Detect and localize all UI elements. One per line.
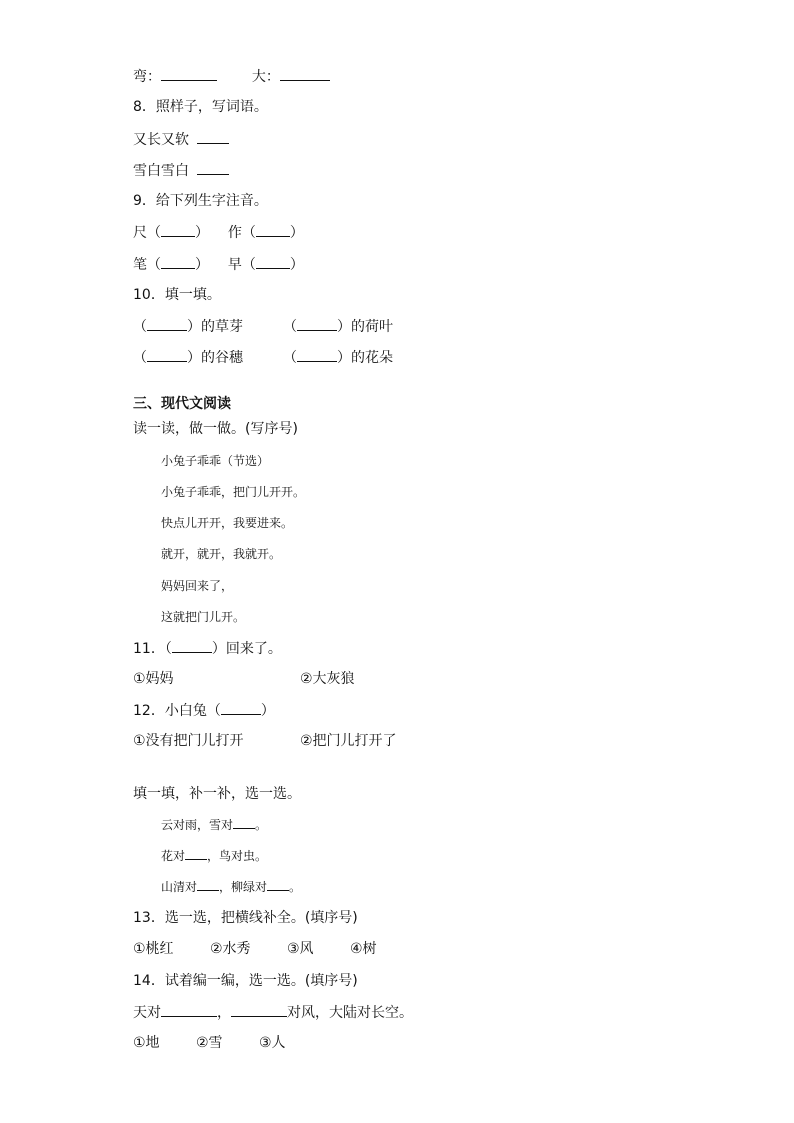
couplet-3-text-c: 。 xyxy=(289,880,302,894)
q9-zuo-label: 作（ xyxy=(227,225,256,241)
q9-row-2 xyxy=(133,254,304,275)
q10-item-1-text: ）的草芽 xyxy=(187,319,243,335)
q14-text-a: 天对 xyxy=(133,1005,161,1021)
poem-line: 小兔子乖乖，把门儿开开。 xyxy=(161,485,306,499)
q12-option-2[interactable]: ②把门儿打开了 xyxy=(300,733,397,749)
q13-option-2[interactable]: ②水秀 xyxy=(210,941,251,957)
q13-option-4[interactable]: ④树 xyxy=(350,941,377,957)
q9-bi-close: ） xyxy=(195,257,209,273)
couplet-1-text-a: 云对雨，雪对 xyxy=(161,818,234,832)
q13-title: 13．选一选，把横线补全。(填序号) xyxy=(133,910,358,926)
q9-zao-label: 早（ xyxy=(227,257,256,273)
q13-option-3[interactable]: ③风 xyxy=(287,941,314,957)
q10-item-3 xyxy=(133,347,283,368)
q8-example-2 xyxy=(133,160,229,181)
q10-item-3-blank[interactable] xyxy=(147,347,187,362)
poem-line: 这就把门儿开。 xyxy=(161,610,246,624)
q10-item-2-blank[interactable] xyxy=(297,316,337,331)
q11-blank[interactable] xyxy=(172,638,212,653)
q9-zao-close: ） xyxy=(289,257,304,273)
q8-example-1-blank[interactable] xyxy=(197,129,229,144)
section-3-heading: 三、现代文阅读 xyxy=(133,396,231,412)
q7-wan-label: 弯： xyxy=(133,69,161,85)
q9-zuo-close: ） xyxy=(289,225,304,241)
poem-line: 就开，就开，我就开。 xyxy=(161,547,282,561)
q9-bi-blank[interactable] xyxy=(161,254,195,269)
q14-text-c: 对风，大陆对长空。 xyxy=(287,1005,413,1021)
poem-title: 小兔子乖乖（节选） xyxy=(161,454,270,468)
q13-option-1[interactable]: ①桃红 xyxy=(133,941,174,957)
q10-row-1 xyxy=(133,316,393,337)
poem-line: 妈妈回来了， xyxy=(161,579,234,593)
q12-option-1[interactable]: ①没有把门儿打开 xyxy=(133,733,244,749)
q7-wan-blank[interactable] xyxy=(161,66,217,81)
q7-tail-line xyxy=(133,66,330,87)
q9-chi-label: 尺（ xyxy=(133,225,161,241)
q12-blank[interactable] xyxy=(221,700,261,715)
q9-bi-label: 笔（ xyxy=(133,257,161,273)
q11-option-1[interactable]: ①妈妈 xyxy=(133,671,174,687)
q10-item-4-open: （ xyxy=(283,350,297,366)
q8-example-2-blank[interactable] xyxy=(197,160,229,175)
q8-title: 8．照样子，写词语。 xyxy=(133,99,268,115)
q7-da-blank[interactable] xyxy=(280,66,330,81)
couplet-3-text-b: ，柳绿对 xyxy=(219,880,268,894)
q9-zao-blank[interactable] xyxy=(256,254,290,269)
couplet-2-text-a: 花对 xyxy=(161,849,186,863)
q10-item-4 xyxy=(283,347,393,368)
q10-item-2-open: （ xyxy=(283,319,297,335)
couplet-3-text-a: 山清对 xyxy=(161,880,198,894)
q14-blank-2[interactable] xyxy=(231,1002,287,1017)
q10-title: 10．填一填。 xyxy=(133,287,221,303)
q10-item-1-open: （ xyxy=(133,319,147,335)
q14-title: 14．试着编一编，选一选。(填序号) xyxy=(133,973,358,989)
q11-option-2[interactable]: ②大灰狼 xyxy=(300,671,355,687)
q12-options xyxy=(133,731,397,751)
q8-example-1 xyxy=(133,129,229,150)
section-3-instruction: 读一读，做一做。(写序号) xyxy=(133,421,298,437)
q9-chi-close: ） xyxy=(195,225,209,241)
q10-item-3-open: （ xyxy=(133,350,147,366)
couplet-1-blank[interactable] xyxy=(233,816,255,829)
couplet-2-text-b: ，鸟对虫。 xyxy=(207,849,268,863)
q10-item-4-text: ）的花朵 xyxy=(337,350,393,366)
q11-question xyxy=(133,638,282,659)
q7-da-label: 大： xyxy=(251,69,280,85)
part-2-instruction: 填一填，补一补，选一选。 xyxy=(133,786,301,802)
q10-item-1-blank[interactable] xyxy=(147,316,187,331)
q8-example-1-text: 又长又软 xyxy=(133,132,189,148)
q9-zuo-blank[interactable] xyxy=(256,222,290,237)
poem-line: 快点儿开开，我要进来。 xyxy=(161,516,294,530)
q11-options xyxy=(133,669,355,689)
couplet-2-blank[interactable] xyxy=(185,847,207,860)
q14-option-3[interactable]: ③人 xyxy=(259,1035,286,1051)
q11-suffix: ）回来了。 xyxy=(211,641,282,657)
q10-item-2-text: ）的荷叶 xyxy=(337,319,393,335)
couplet-3-blank-1[interactable] xyxy=(197,878,219,891)
q14-options xyxy=(133,1033,286,1053)
q12-prefix: 12．小白兔（ xyxy=(133,703,221,719)
q10-item-1 xyxy=(133,316,283,337)
q12-suffix: ） xyxy=(260,703,275,719)
couplet-line-3 xyxy=(161,877,301,897)
couplet-3-blank-2[interactable] xyxy=(267,878,289,891)
q11-prefix: 11．（ xyxy=(133,641,172,657)
q14-line xyxy=(133,1002,413,1023)
couplet-line-2 xyxy=(161,846,267,866)
couplet-line-1 xyxy=(161,815,267,835)
q12-question xyxy=(133,700,275,721)
q10-item-3-text: ）的谷穗 xyxy=(187,350,243,366)
q8-example-2-text: 雪白雪白 xyxy=(133,163,189,179)
q9-chi-blank[interactable] xyxy=(161,222,195,237)
couplet-1-text-b: 。 xyxy=(255,818,268,832)
q14-option-1[interactable]: ①地 xyxy=(133,1035,160,1051)
q9-row-1 xyxy=(133,222,304,243)
q10-item-2 xyxy=(283,316,393,337)
q10-row-2 xyxy=(133,347,393,368)
q13-options xyxy=(133,939,377,959)
q10-item-4-blank[interactable] xyxy=(297,347,337,362)
q14-text-b: ， xyxy=(217,1005,231,1021)
q14-blank-1[interactable] xyxy=(161,1002,217,1017)
q14-option-2[interactable]: ②雪 xyxy=(196,1035,223,1051)
q9-title: 9．给下列生字注音。 xyxy=(133,193,268,209)
